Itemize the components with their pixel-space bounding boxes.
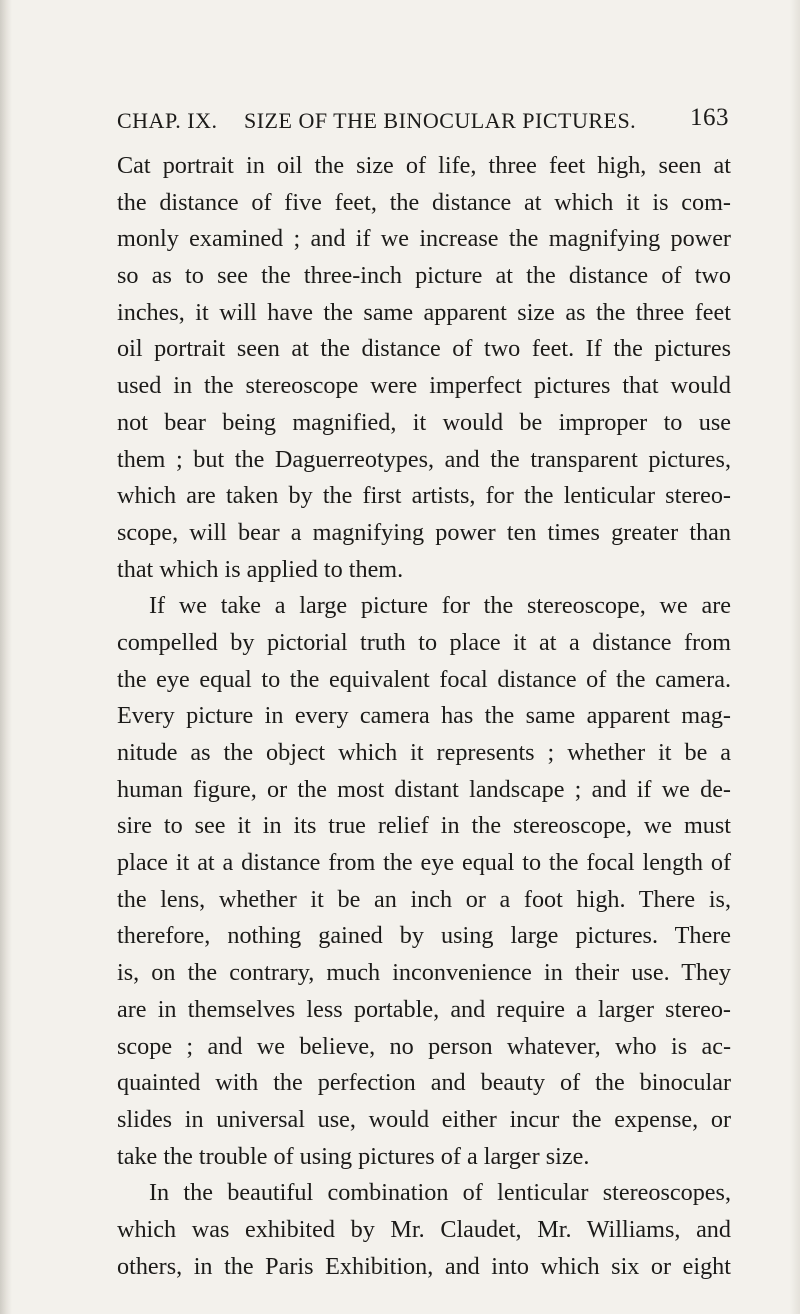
chapter-label: CHAP. IX. — [117, 108, 218, 133]
text-line: are in themselves less portable, and require a larger stereo- — [117, 995, 731, 1023]
text-line: scope, will bear a magnifying power ten times greater than — [117, 518, 731, 546]
text-line: which are taken by the first artists, for the lenticular stereo- — [117, 482, 731, 510]
page-edge-right — [790, 0, 800, 1314]
text-line: the distance of five feet, the distance at which it is com- — [117, 188, 731, 216]
text-line: used in the stereoscope were imperfect pictures that would — [117, 372, 731, 400]
page-edge-shadow — [0, 0, 12, 1314]
text-line: take the trouble of using pictures of a larger size. — [117, 1142, 590, 1170]
text-line: them ; but the Daguerreotypes, and the transparent pictures, — [117, 445, 731, 473]
text-line: which was exhibited by Mr. Claudet, Mr. Williams, and — [117, 1215, 731, 1243]
text-line: so as to see the three-inch picture at the distance of two — [117, 262, 731, 290]
page-number: 163 — [690, 104, 729, 131]
text-line: nitude as the object which it represents ; whether it be a — [117, 739, 731, 766]
text-line: not bear being magnified, it would be improper to use — [117, 408, 731, 436]
text-line: therefore, nothing gained by using large pictures. There — [117, 922, 731, 950]
running-head — [117, 104, 729, 140]
text-line: oil portrait seen at the distance of two feet. If the pictures — [117, 335, 731, 363]
body-text — [117, 148, 731, 1285]
text-line: inches, it will have the same apparent size as the three feet — [117, 298, 731, 326]
text-line: that which is applied to them. — [117, 555, 404, 583]
text-line: place it at a distance from the eye equal to the focal length of — [117, 849, 731, 877]
text-line: sire to see it in its true relief in the stereoscope, we must — [117, 812, 731, 840]
text-line: the lens, whether it be an inch or a foot high. There is, — [117, 885, 731, 913]
text-line: quainted with the perfection and beauty of the binocular — [117, 1069, 731, 1097]
paragraph-start-line: In the beautiful combination of lenticular stereoscopes, — [149, 1179, 731, 1207]
text-line: is, on the contrary, much inconvenience in their use. They — [117, 959, 731, 987]
text-line: others, in the Paris Exhibition, and into which six or eight — [117, 1252, 731, 1280]
text-line: Every picture in every camera has the same apparent mag- — [117, 702, 731, 730]
text-line: compelled by pictorial truth to place it at a distance from — [117, 628, 731, 656]
text-line: the eye equal to the equivalent focal distance of the camera. — [117, 665, 731, 693]
running-title: SIZE OF THE BINOCULAR PICTURES. — [244, 108, 637, 133]
text-line: scope ; and we believe, no person whatever, who is ac- — [117, 1032, 731, 1060]
text-line: slides in universal use, would either incur the expense, or — [117, 1105, 731, 1133]
paragraph-start-line: If we take a large picture for the stereoscope, we are — [149, 592, 731, 620]
text-line: human figure, or the most distant landscape ; and if we de- — [117, 775, 731, 803]
text-line: Cat portrait in oil the size of life, three feet high, seen at — [117, 152, 731, 179]
text-line: monly examined ; and if we increase the magnifying power — [117, 225, 731, 253]
